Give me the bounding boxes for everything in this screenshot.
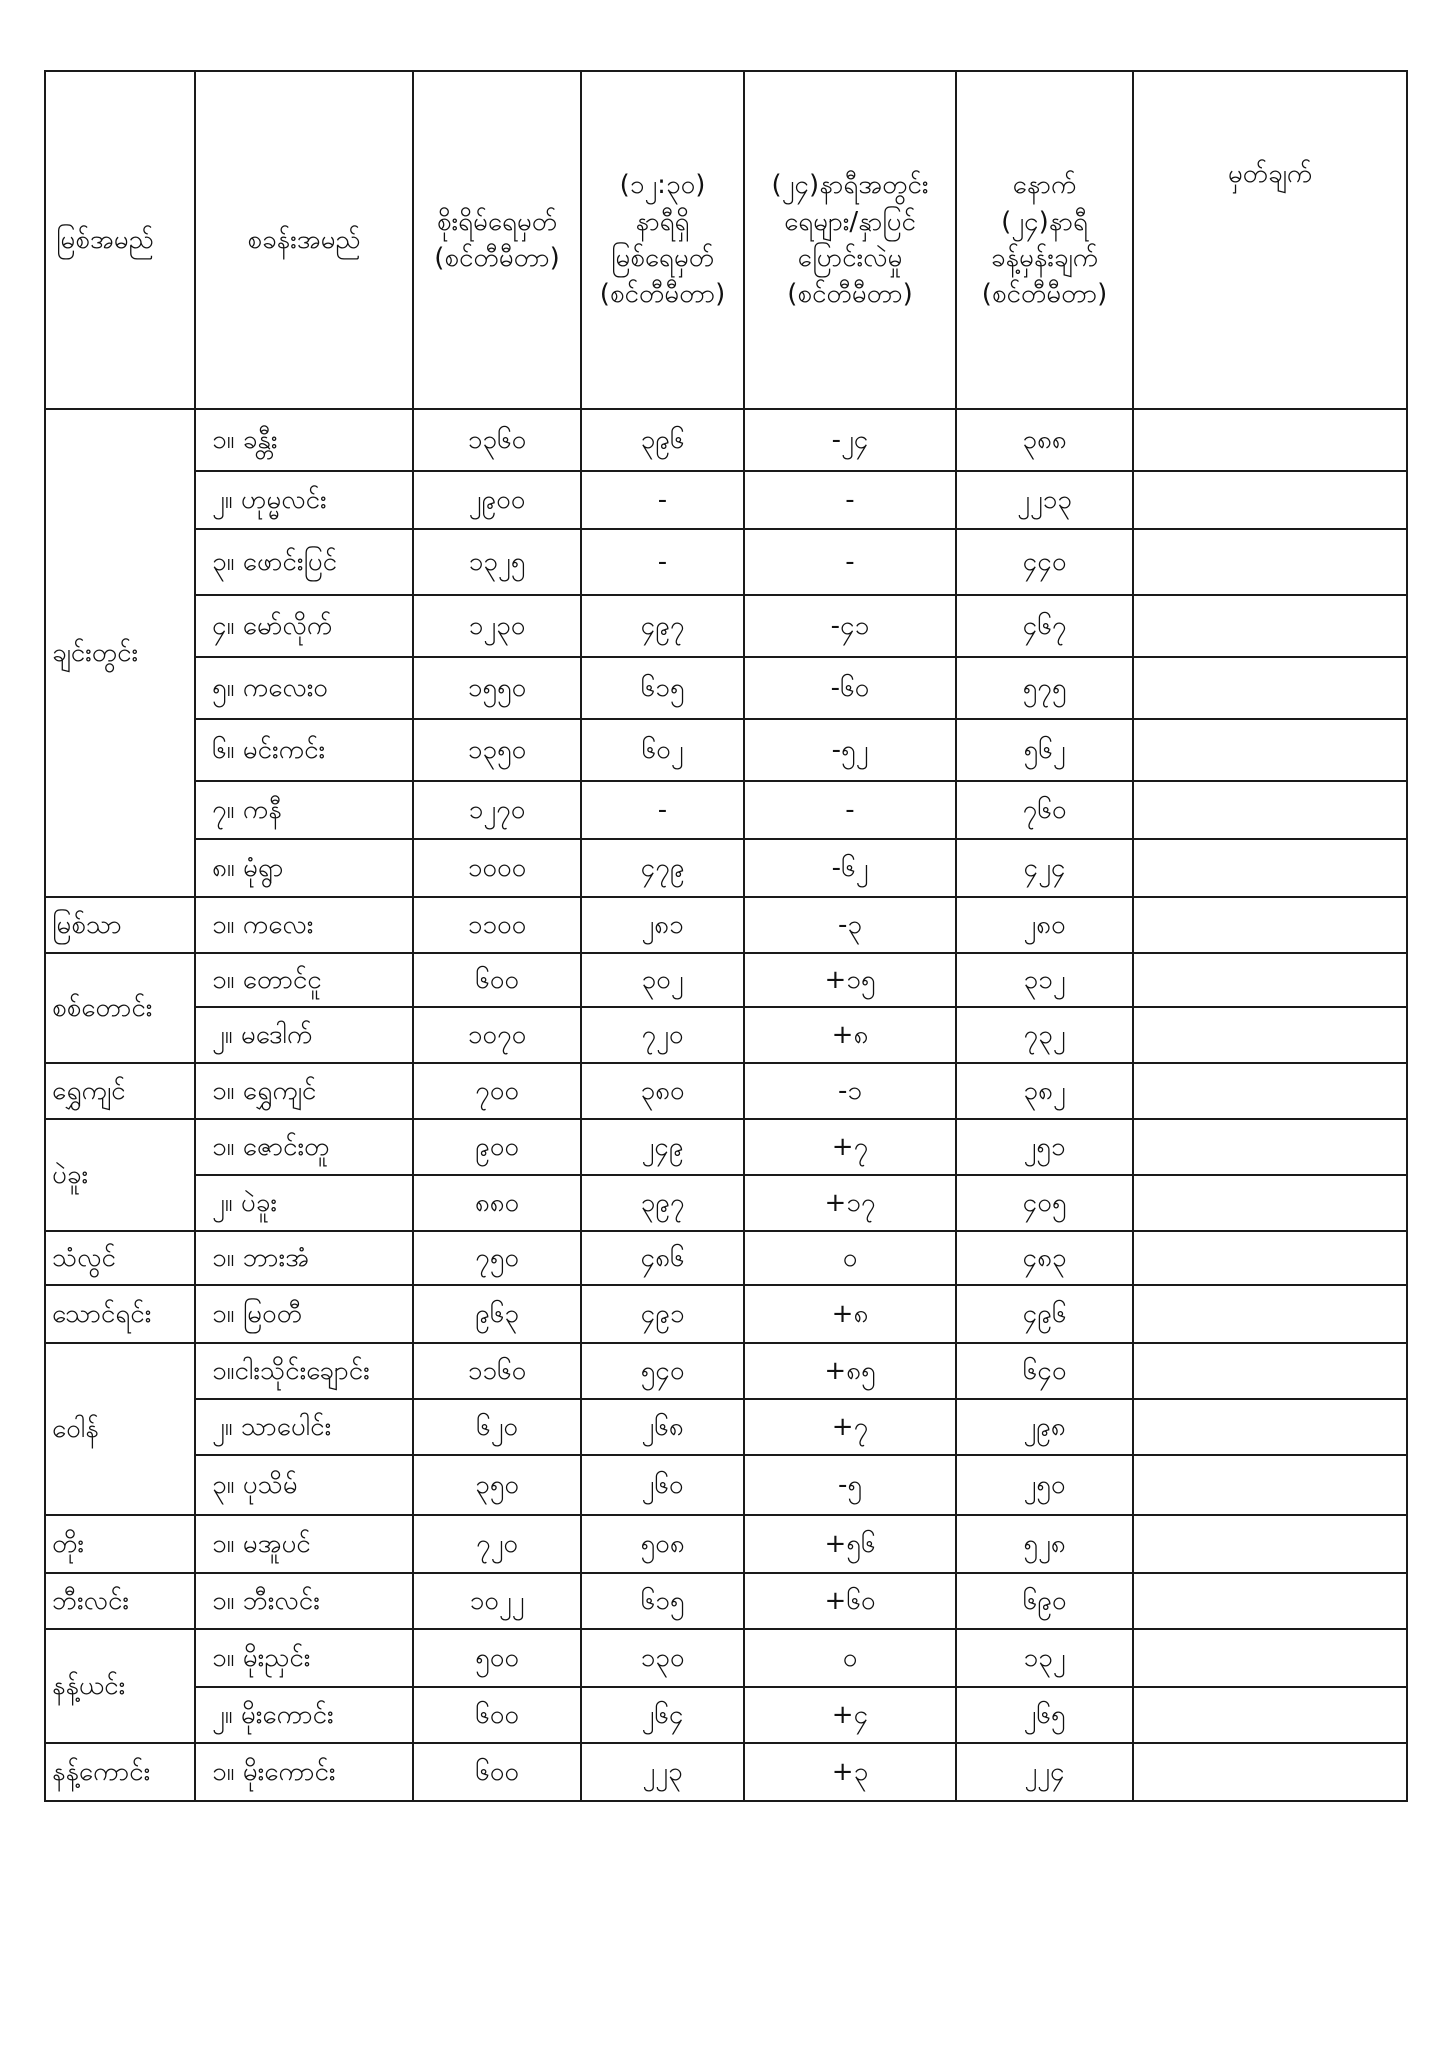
current-level-cell: ၂၂၃ (581, 1743, 744, 1801)
change-24h-cell: ၀ (744, 1629, 956, 1687)
remark-cell (1133, 595, 1407, 657)
remark-cell (1133, 1573, 1407, 1629)
danger-level-cell: ၂၉၀၀ (413, 471, 581, 529)
forecast-24h-cell: ၂၅၁ (956, 1119, 1133, 1175)
forecast-24h-cell: ၃၈၂ (956, 1063, 1133, 1119)
danger-level-cell: ၁၁၆၀ (413, 1343, 581, 1399)
station-name-cell: ၂။ ပဲခူး (195, 1175, 413, 1231)
current-level-cell: ၄၉၁ (581, 1285, 744, 1343)
remark-cell (1133, 897, 1407, 953)
danger-level-cell: ၅၀၀ (413, 1629, 581, 1687)
change-24h-cell: +၇ (744, 1119, 956, 1175)
table-row (45, 1687, 1407, 1743)
current-level-cell: ၃၀၂ (581, 953, 744, 1007)
header-line: (စင်တီမီတာ) (981, 279, 1108, 310)
table-row (45, 1743, 1407, 1801)
header-line: ပြောင်းလဲမှု (797, 243, 903, 273)
forecast-24h-cell: ၄၀၅ (956, 1175, 1133, 1231)
table-row (45, 1285, 1407, 1343)
station-name-cell: ၂။ သာပေါင်း (195, 1399, 413, 1455)
forecast-24h-cell: ၇၆၀ (956, 781, 1133, 839)
table-row (45, 1515, 1407, 1573)
river-name-cell: မြစ်သာ (45, 897, 195, 953)
danger-level-cell: ၆၀၀ (413, 1687, 581, 1743)
remark-cell (1133, 1629, 1407, 1687)
table-row (45, 657, 1407, 719)
station-name-cell: ၄။ မော်လိုက် (195, 595, 413, 657)
current-level-cell: - (581, 471, 744, 529)
station-name-cell: ၆။ မင်းကင်း (195, 719, 413, 781)
forecast-24h-cell: ၄၉၆ (956, 1285, 1133, 1343)
station-name-cell: ၁။ ကလေး (195, 897, 413, 953)
change-24h-cell: +၈ (744, 1007, 956, 1063)
header-river-name: မြစ်အမည် (45, 71, 195, 409)
current-level-cell: ၅၄၀ (581, 1343, 744, 1399)
table-header (45, 71, 1407, 409)
header-line: စိုးရိမ်ရေမှတ် (436, 206, 558, 237)
change-24h-cell: -၅ (744, 1455, 956, 1515)
remark-cell (1133, 1687, 1407, 1743)
forecast-24h-cell: ၄၆၇ (956, 595, 1133, 657)
danger-level-cell: ၉၀၀ (413, 1119, 581, 1175)
station-name-cell: ၁။ငါးသိုင်းချောင်း (195, 1343, 413, 1399)
current-level-cell: ၇၂၀ (581, 1007, 744, 1063)
remark-cell (1133, 1455, 1407, 1515)
current-level-cell: ၆၁၅ (581, 657, 744, 719)
station-name-cell: ၃။ ဖောင်းပြင် (195, 529, 413, 595)
station-name-cell: ၁။ တောင်ငူ (195, 953, 413, 1007)
remark-cell (1133, 1343, 1407, 1399)
change-24h-cell: -၆၀ (744, 657, 956, 719)
danger-level-cell: ၃၅၀ (413, 1455, 581, 1515)
danger-level-cell: ၈၈၀ (413, 1175, 581, 1231)
remark-cell (1133, 1399, 1407, 1455)
current-level-cell: - (581, 781, 744, 839)
danger-level-cell: ၁၂၃၀ (413, 595, 581, 657)
remark-cell (1133, 657, 1407, 719)
river-name-cell: တိုး (45, 1515, 195, 1573)
forecast-24h-cell: ၅၇၅ (956, 657, 1133, 719)
remark-cell (1133, 1743, 1407, 1801)
change-24h-cell: +၁၅ (744, 953, 956, 1007)
current-level-cell: ၂၆၀ (581, 1455, 744, 1515)
remark-cell (1133, 409, 1407, 471)
forecast-24h-cell: ၆၉၀ (956, 1573, 1133, 1629)
forecast-24h-cell: ၅၂၈ (956, 1515, 1133, 1573)
station-name-cell: ၁။ မိုးကောင်း (195, 1743, 413, 1801)
change-24h-cell: +၄ (744, 1687, 956, 1743)
table-row (45, 719, 1407, 781)
forecast-24h-cell: ၂၈၀ (956, 897, 1133, 953)
danger-level-cell: ၇၀၀ (413, 1063, 581, 1119)
water-level-table (44, 70, 1408, 1802)
danger-level-cell: ၁၀၇၀ (413, 1007, 581, 1063)
change-24h-cell: -၅၂ (744, 719, 956, 781)
table-row (45, 595, 1407, 657)
current-level-cell: ၂၈၁ (581, 897, 744, 953)
remark-cell (1133, 1119, 1407, 1175)
remark-cell (1133, 719, 1407, 781)
station-name-cell: ၇။ ကနီ (195, 781, 413, 839)
station-name-cell: ၁။ မိုးညှင်း (195, 1629, 413, 1687)
forecast-24h-cell: ၃၁၂ (956, 953, 1133, 1007)
danger-level-cell: ၁၀၂၂ (413, 1573, 581, 1629)
change-24h-cell: +၈၅ (744, 1343, 956, 1399)
table-row (45, 1455, 1407, 1515)
forecast-24h-cell: ၅၆၂ (956, 719, 1133, 781)
current-level-cell: ၂၄၉ (581, 1119, 744, 1175)
forecast-24h-cell: ၄၈၃ (956, 1231, 1133, 1285)
station-name-cell: ၁။ ဘားအံ (195, 1231, 413, 1285)
current-level-cell: ၃၉၇ (581, 1175, 744, 1231)
change-24h-cell: -၃ (744, 897, 956, 953)
table-row (45, 471, 1407, 529)
table-row (45, 897, 1407, 953)
change-24h-cell: +၈ (744, 1285, 956, 1343)
current-level-cell: ၂၆၈ (581, 1399, 744, 1455)
change-24h-cell: +၆၀ (744, 1573, 956, 1629)
forecast-24h-cell: ၄၄၀ (956, 529, 1133, 595)
table-row (45, 409, 1407, 471)
remark-cell (1133, 1175, 1407, 1231)
forecast-24h-cell: ၂၅၀ (956, 1455, 1133, 1515)
river-name-cell: ဝေါန် (45, 1343, 195, 1515)
remark-cell (1133, 471, 1407, 529)
remark-cell (1133, 1007, 1407, 1063)
header-line: မြစ်ရေမှတ် (610, 243, 715, 273)
header-24h-forecast (956, 71, 1133, 409)
station-name-cell: ၁။ ဘီးလင်း (195, 1573, 413, 1629)
table-row (45, 839, 1407, 897)
forecast-24h-cell: ၂၂၁၃ (956, 471, 1133, 529)
remark-cell (1133, 1231, 1407, 1285)
header-line: နောက် (1012, 170, 1077, 201)
change-24h-cell: - (744, 781, 956, 839)
river-name-cell: ရွှေကျင် (45, 1063, 195, 1119)
current-level-cell: ၃၈၀ (581, 1063, 744, 1119)
station-name-cell: ၁။ ရွှေကျင် (195, 1063, 413, 1119)
table-row (45, 1231, 1407, 1285)
current-level-cell: ၄၈၆ (581, 1231, 744, 1285)
current-level-cell: ၆၁၅ (581, 1573, 744, 1629)
change-24h-cell: ၀ (744, 1231, 956, 1285)
station-name-cell: ၂။ မဒေါက် (195, 1007, 413, 1063)
station-name-cell: ၁။ ခန္တီး (195, 409, 413, 471)
header-line: ရေများ/နှာပြင် (784, 206, 916, 237)
station-name-cell: ၁။ မြဝတီ (195, 1285, 413, 1343)
remark-cell (1133, 1285, 1407, 1343)
remark-cell (1133, 781, 1407, 839)
river-name-cell: သံလွင် (45, 1231, 195, 1285)
header-line: (စင်တီမီတာ) (787, 279, 913, 310)
table-row (45, 529, 1407, 595)
table-row (45, 1629, 1407, 1687)
danger-level-cell: ၉၆၃ (413, 1285, 581, 1343)
river-name-cell: နန့်ယင်း (45, 1629, 195, 1743)
danger-level-cell: ၁၃၂၅ (413, 529, 581, 595)
station-name-cell: ၂။ မိုးကောင်း (195, 1687, 413, 1743)
header-station-name: စခန်းအမည် (195, 71, 413, 409)
forecast-24h-cell: ၇၃၂ (956, 1007, 1133, 1063)
current-level-cell: ၅၀၈ (581, 1515, 744, 1573)
change-24h-cell: +၁၇ (744, 1175, 956, 1231)
change-24h-cell: +၃ (744, 1743, 956, 1801)
table-row (45, 1063, 1407, 1119)
table-row (45, 953, 1407, 1007)
danger-level-cell: ၆၀၀ (413, 1743, 581, 1801)
change-24h-cell: +၇ (744, 1399, 956, 1455)
table-body (45, 409, 1407, 1801)
current-level-cell: - (581, 529, 744, 595)
header-danger-level (413, 71, 581, 409)
change-24h-cell: -၄၁ (744, 595, 956, 657)
header-current-level (581, 71, 744, 409)
danger-level-cell: ၇၂၀ (413, 1515, 581, 1573)
remark-cell (1133, 839, 1407, 897)
header-line: (စင်တီမီတာ) (599, 279, 726, 310)
header-line: (စင်တီမီတာ) (434, 243, 560, 273)
danger-level-cell: ၇၅၀ (413, 1231, 581, 1285)
table-row (45, 1119, 1407, 1175)
table-row (45, 1573, 1407, 1629)
current-level-cell: ၆၀၂ (581, 719, 744, 781)
header-line: ခန့်မှန်းချက် (990, 243, 1099, 273)
table-row (45, 1343, 1407, 1399)
header-line: (၂၄)နာရီ (1001, 206, 1088, 237)
table-row (45, 1399, 1407, 1455)
remark-cell (1133, 1515, 1407, 1573)
change-24h-cell: -၁ (744, 1063, 956, 1119)
change-24h-cell: - (744, 529, 956, 595)
station-name-cell: ၁။ မအူပင် (195, 1515, 413, 1573)
current-level-cell: ၂၆၄ (581, 1687, 744, 1743)
change-24h-cell: - (744, 471, 956, 529)
remark-cell (1133, 1063, 1407, 1119)
forecast-24h-cell: ၂၂၄ (956, 1743, 1133, 1801)
river-name-cell: စစ်တောင်း (45, 953, 195, 1063)
forecast-24h-cell: ၃၈၈ (956, 409, 1133, 471)
current-level-cell: ၃၉၆ (581, 409, 744, 471)
danger-level-cell: ၆၂၀ (413, 1399, 581, 1455)
danger-level-cell: ၁၅၅၀ (413, 657, 581, 719)
river-name-cell: သောင်ရင်း (45, 1285, 195, 1343)
danger-level-cell: ၁၂၇၀ (413, 781, 581, 839)
table-row (45, 781, 1407, 839)
station-name-cell: ၃။ ပုသိမ် (195, 1455, 413, 1515)
river-name-cell: ချင်းတွင်း (45, 409, 195, 897)
station-name-cell: ၅။ ကလေးဝ (195, 657, 413, 719)
current-level-cell: ၄၉၇ (581, 595, 744, 657)
header-line: နာရီရှိ (635, 206, 690, 237)
header-line: (၁၂:၃၀) (619, 170, 706, 201)
header-line: (၂၄)နာရီအတွင်း (771, 170, 929, 201)
danger-level-cell: ၁၁၀၀ (413, 897, 581, 953)
forecast-24h-cell: ၆၄၀ (956, 1343, 1133, 1399)
danger-level-cell: ၁၀၀၀ (413, 839, 581, 897)
forecast-24h-cell: ၂၉၈ (956, 1399, 1133, 1455)
current-level-cell: ၄၇၉ (581, 839, 744, 897)
river-name-cell: နန့်ကောင်း (45, 1743, 195, 1801)
header-remark: မှတ်ချက် (1133, 71, 1407, 409)
current-level-cell: ၁၃၀ (581, 1629, 744, 1687)
table-row (45, 1007, 1407, 1063)
forecast-24h-cell: ၂၆၅ (956, 1687, 1133, 1743)
danger-level-cell: ၆၀၀ (413, 953, 581, 1007)
river-name-cell: ဘီးလင်း (45, 1573, 195, 1629)
danger-level-cell: ၁၃၅၀ (413, 719, 581, 781)
change-24h-cell: -၂၄ (744, 409, 956, 471)
river-name-cell: ပဲခူး (45, 1119, 195, 1231)
forecast-24h-cell: ၁၃၂ (956, 1629, 1133, 1687)
change-24h-cell: -၆၂ (744, 839, 956, 897)
station-name-cell: ၈။ မုံရွာ (195, 839, 413, 897)
remark-cell (1133, 953, 1407, 1007)
forecast-24h-cell: ၄၂၄ (956, 839, 1133, 897)
remark-cell (1133, 529, 1407, 595)
header-24h-change (744, 71, 956, 409)
danger-level-cell: ၁၃၆၀ (413, 409, 581, 471)
table-row (45, 1175, 1407, 1231)
station-name-cell: ၂။ ဟုမ္မလင်း (195, 471, 413, 529)
change-24h-cell: +၅၆ (744, 1515, 956, 1573)
station-name-cell: ၁။ ဇောင်းတူ (195, 1119, 413, 1175)
